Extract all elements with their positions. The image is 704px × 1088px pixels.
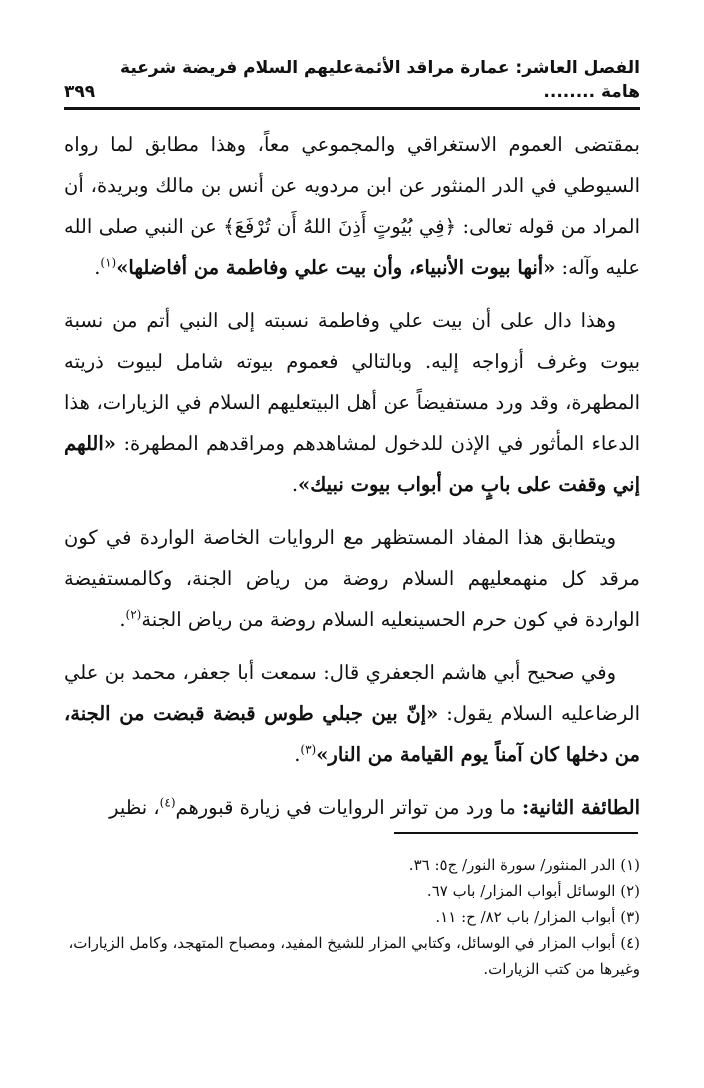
footnote-2: (٢) الوسائل أبواب المزار/ باب ٦٧. bbox=[426, 882, 640, 900]
section-label: الطائفة الثانية: bbox=[522, 796, 640, 819]
header-title: الفصل العاشر: عمارة مراقد الأئمةعليهم السلام فريضة شرعية هامة ........ bbox=[120, 58, 640, 102]
text-run: بمقتضى العموم الاستغراقي والمجموعي معاً، وهذا مطابق لما رواه السيوطي في الدر المنثور عن ابن مردويه عن أنس بن مالك وبريدة، أن المراد من قوله تعالى: ﴿فِي بُيُوتٍ أَذِنَ اللهُ أَن تُرْفَعَ﴾ عن النبي صلى الله عليه وآله: bbox=[64, 133, 640, 279]
footnote-ref-3[interactable]: (٣) bbox=[300, 742, 317, 757]
text-run: . bbox=[294, 743, 301, 766]
paragraph-1 bbox=[64, 124, 640, 288]
footnote-1: (١) الدر المنثور/ سورة النور/ ج٥: ٣٦. bbox=[408, 856, 640, 874]
footnote-ref-2[interactable]: (٢) bbox=[125, 607, 142, 622]
footnote-4: (٤) أبواب المزار في الوسائل، وكتابي المزار للشيخ المفيد، ومصباح المتهجد، وكامل الزيارات، وغيرها من كتب الزيارات. bbox=[68, 934, 640, 978]
footnote-ref-1[interactable]: (١) bbox=[100, 255, 117, 270]
text-run: وفي صحيح أبي هاشم الجعفري قال: سمعت أبا جعفر، محمد بن علي الرضاعليه السلام يقول: bbox=[64, 661, 640, 725]
paragraph-4 bbox=[64, 652, 640, 775]
text-run: وهذا دال على أن بيت علي وفاطمة نسبته إلى النبي أتم من نسبة بيوت وغرف أزواجه إليه. وبالتالي فعموم بيوته شامل لبيوت ذريته المطهرة، وقد ورد مستفيضاً عن أهل البيتعليهم السلام في الزيارات، هذا الدعاء المأثور في الإذن للدخول لمشاهدهم ومراقدهم المطهرة: bbox=[64, 309, 640, 455]
footnote-ref-4[interactable]: (٤) bbox=[159, 795, 176, 810]
text-run: . bbox=[94, 256, 101, 279]
text-run: ويتطابق هذا المفاد المستظهر مع الروايات الخاصة الواردة في كون مرقد كل منهمعليهم السلام روضة من رياض الجنة، وكالمستفيضة الواردة في كون حرم الحسينعليه السلام روضة من رياض الجنة bbox=[64, 526, 640, 631]
quote-bold: «إنّ بين جبلي طوس قبضة قبضت من الجنة، من دخلها كان آمناً يوم القيامة من النار» bbox=[64, 702, 640, 766]
paragraph-5 bbox=[64, 787, 640, 828]
text-run: ما ورد من تواتر الروايات في زيارة قبورهم bbox=[175, 796, 523, 819]
body-text bbox=[64, 124, 640, 828]
running-header bbox=[64, 56, 640, 110]
footnote-3: (٣) أبواب المزار/ باب ٨٢/ ح: ١١. bbox=[435, 908, 640, 926]
quote-bold: «اللهم إني وقفت على بابٍ من أبواب بيوت نبيك» bbox=[64, 432, 640, 496]
paragraph-2 bbox=[64, 300, 640, 505]
text-run: . bbox=[291, 473, 299, 496]
text-run: . bbox=[119, 608, 126, 631]
footnote-separator bbox=[394, 832, 638, 834]
footnotes bbox=[64, 852, 640, 982]
text-run: ، نظير bbox=[109, 796, 160, 819]
quote-bold: «أنها بيوت الأنبياء، وأن بيت علي وفاطمة من أفاضلها» bbox=[116, 256, 556, 279]
paragraph-3 bbox=[64, 517, 640, 640]
page-number: ٣٩٩ bbox=[64, 82, 96, 102]
